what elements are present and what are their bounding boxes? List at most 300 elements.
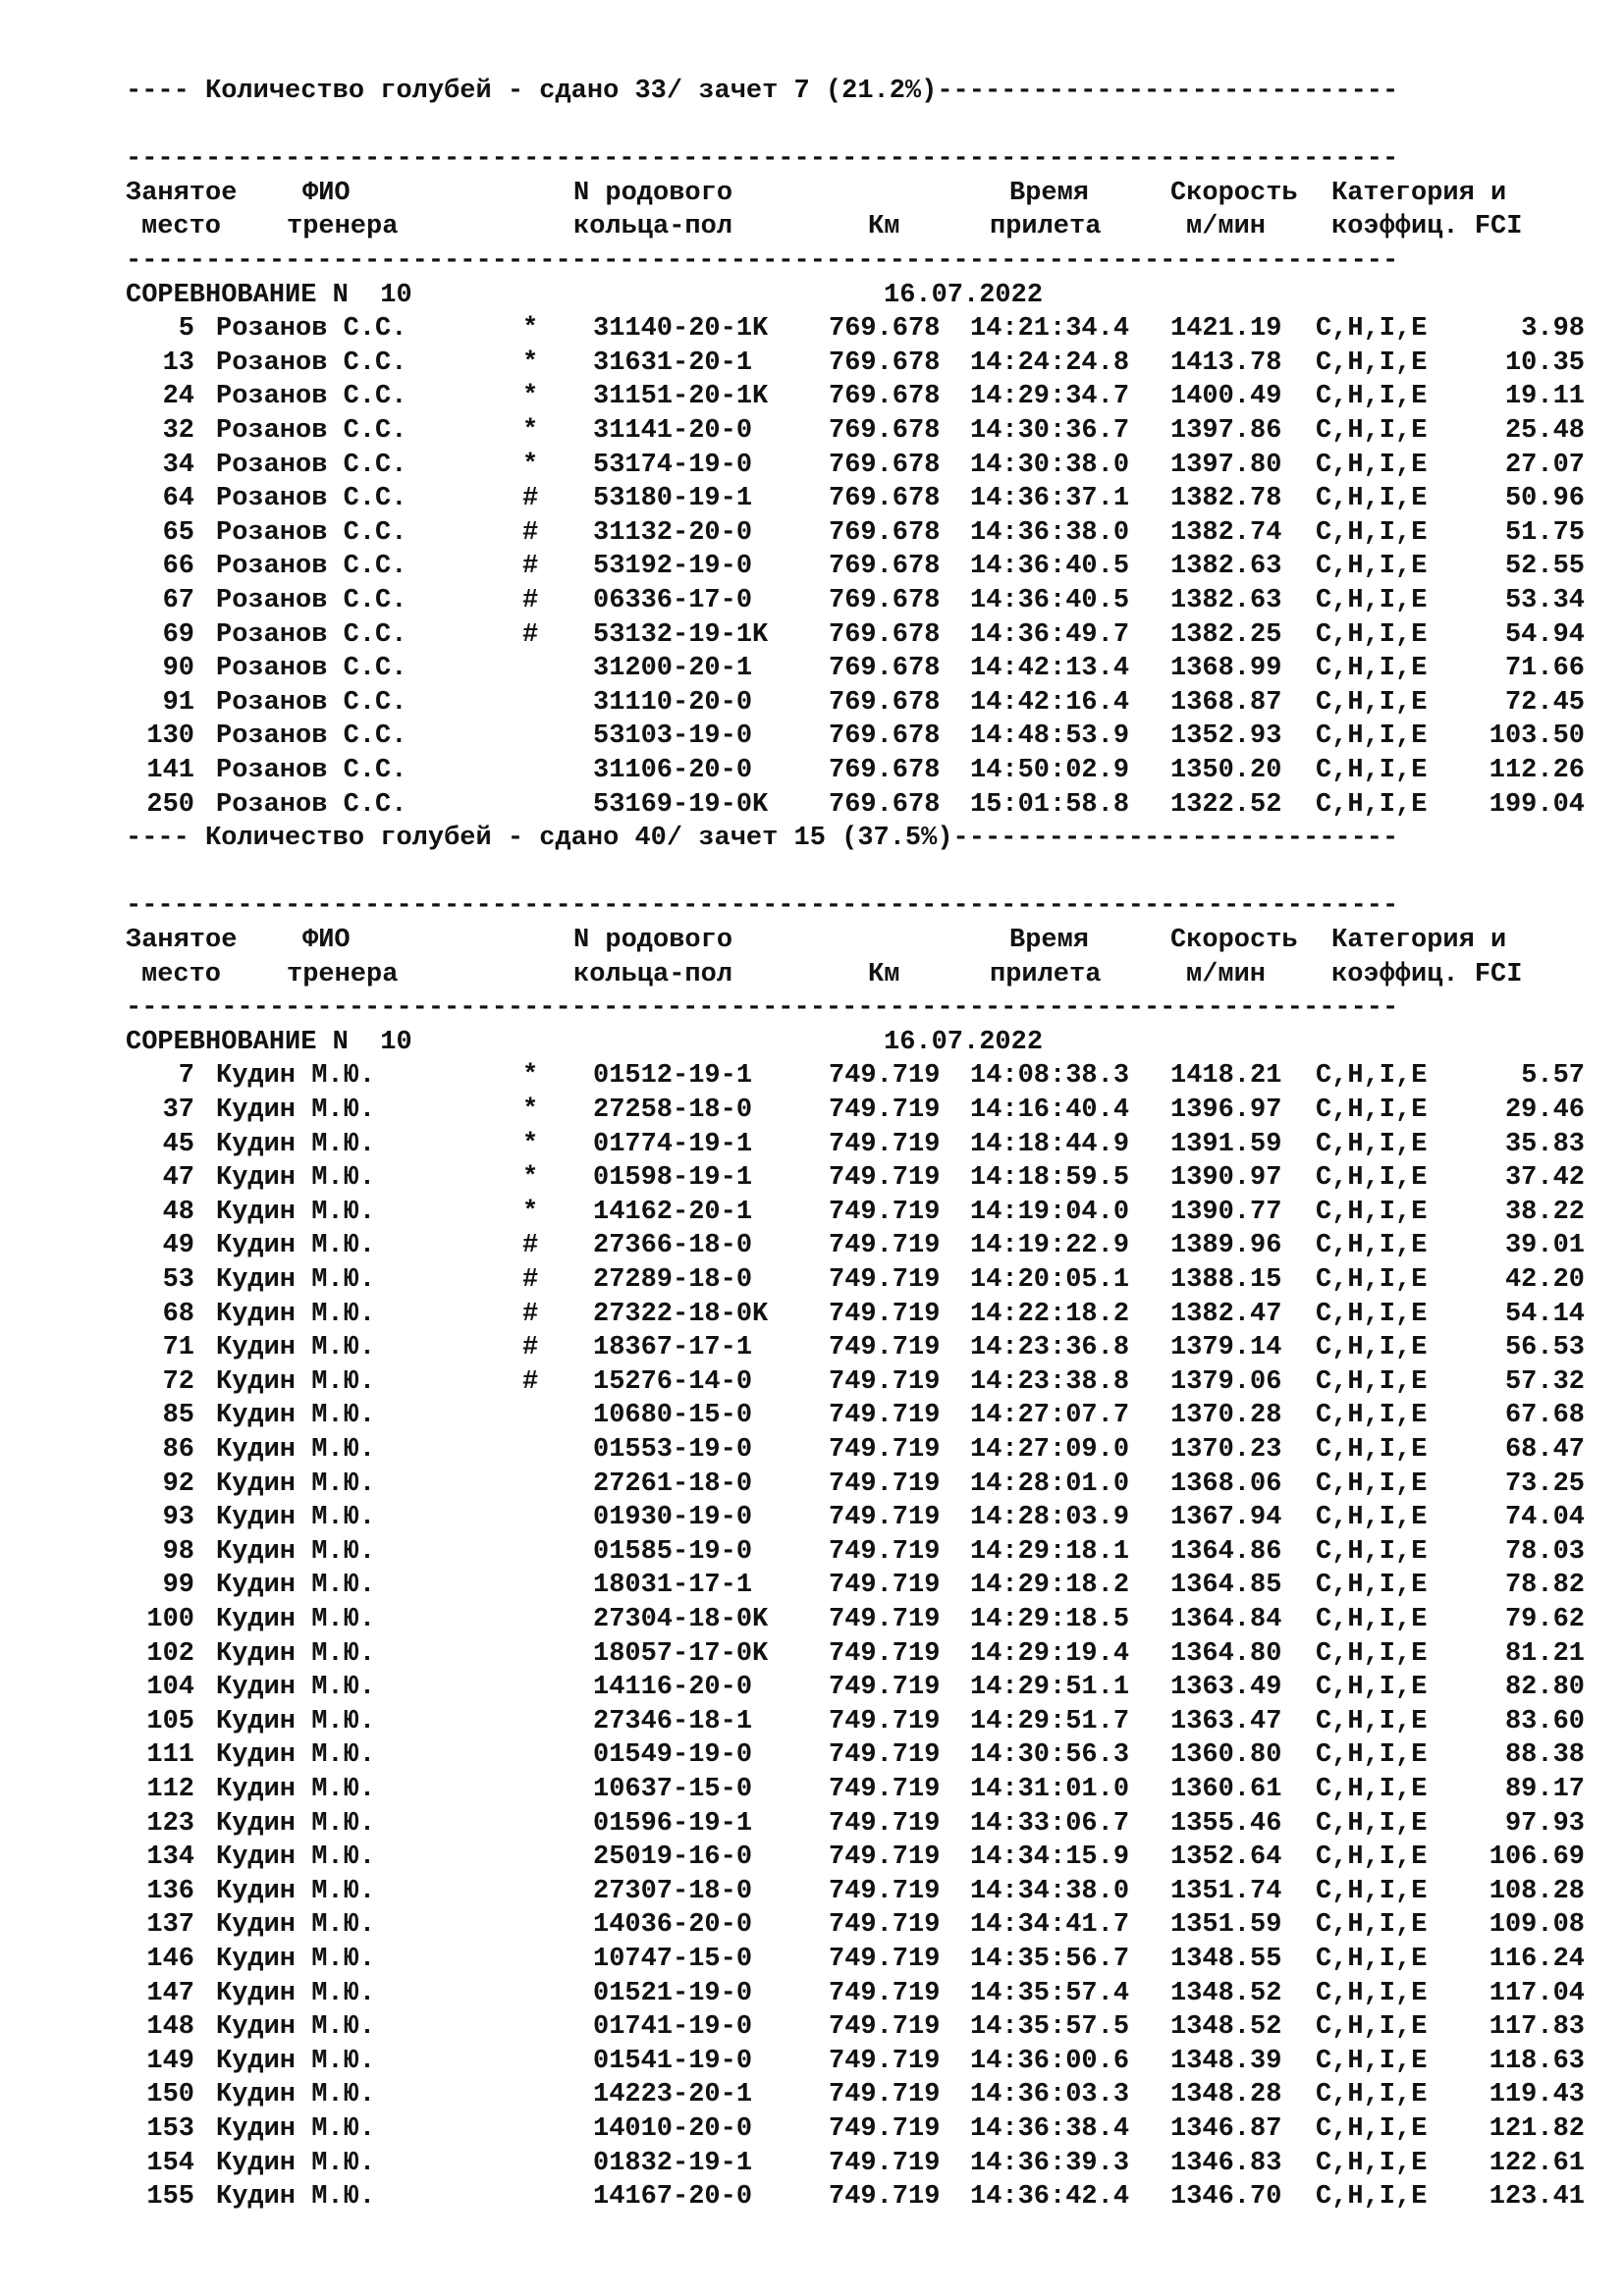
place: 7 [178,1061,194,1092]
fci-coefficient: 56.53 [1504,1333,1585,1363]
trainer-name: Кудин М.Ю. [216,1808,376,1839]
prize-mark: * [522,1129,539,1159]
distance-km: 769.678 [829,484,941,514]
header-km: Км [868,959,900,989]
category: C,H,I,E [1316,1333,1428,1363]
distance-km: 749.719 [829,2046,941,2076]
arrival-time: 14:29:51.1 [970,1673,1130,1703]
header-name: тренера [287,212,399,242]
distance-km: 749.719 [829,1945,941,1974]
ring-number: 18031-17-1 [593,1571,753,1601]
trainer-name: Кудин М.Ю. [216,2114,376,2144]
place: 100 [146,1605,194,1634]
ring-number: 14116-20-0 [593,1673,753,1703]
column-header-row [0,924,1624,958]
fci-coefficient: 82.80 [1504,1673,1585,1703]
arrival-time: 14:24:24.8 [970,347,1130,378]
category: C,H,I,E [1316,687,1428,718]
place: 123 [146,1808,194,1839]
place: 93 [162,1503,194,1533]
ring-number: 31141-20-0 [593,416,753,446]
arrival-time: 14:36:03.3 [970,2080,1130,2110]
speed: 1364.84 [1170,1605,1282,1634]
fci-coefficient: 67.68 [1504,1401,1585,1431]
header-speed: м/мин [1186,212,1267,242]
category: C,H,I,E [1316,654,1428,684]
summary-text: ---- Количество голубей - сдано 40/ зачет 15 (37.5%)---------------------------- [126,824,1399,854]
trainer-name: Кудин М.Ю. [216,1503,376,1533]
result-row [0,1196,1624,1230]
place: 71 [162,1333,194,1363]
ring-number: 31110-20-0 [593,687,753,718]
fci-coefficient: 38.22 [1504,1197,1585,1227]
arrival-time: 14:08:38.3 [970,1061,1130,1092]
arrival-time: 14:36:40.5 [970,586,1130,615]
place: 72 [162,1366,194,1397]
arrival-time: 14:34:38.0 [970,1876,1130,1906]
fci-coefficient: 54.14 [1504,1299,1585,1329]
speed: 1382.63 [1170,586,1282,615]
ring-number: 14162-20-1 [593,1197,753,1227]
place: 147 [146,1978,194,2008]
speed: 1322.52 [1170,789,1282,820]
prize-mark: * [522,450,539,480]
fci-coefficient: 73.25 [1504,1468,1585,1499]
result-row [0,1738,1624,1773]
category: C,H,I,E [1316,1605,1428,1634]
place: 34 [162,450,194,480]
speed: 1363.47 [1170,1706,1282,1736]
ring-number: 31132-20-0 [593,517,753,548]
distance-km: 749.719 [829,2114,941,2144]
header-km: Км [868,212,900,242]
separator-line [0,889,1624,924]
place: 154 [146,2148,194,2178]
arrival-time: 14:36:42.4 [970,2182,1130,2213]
trainer-name: Розанов С.С. [216,517,407,548]
category: C,H,I,E [1316,1366,1428,1397]
place: 112 [146,1775,194,1804]
distance-km: 769.678 [829,347,941,378]
header-name: тренера [287,959,399,989]
result-row [0,788,1624,823]
category: C,H,I,E [1316,1468,1428,1499]
trainer-name: Розанов С.С. [216,619,407,650]
category: C,H,I,E [1316,314,1428,345]
fci-coefficient: 74.04 [1504,1503,1585,1533]
category: C,H,I,E [1316,1945,1428,1974]
ring-number: 01512-19-1 [593,1061,753,1092]
distance-km: 769.678 [829,586,941,615]
fci-coefficient: 3.98 [1521,314,1585,345]
place: 98 [162,1536,194,1567]
competition-title: СОРЕВНОВАНИЕ N 10 [126,1027,412,1057]
place: 130 [146,721,194,752]
arrival-time: 14:19:22.9 [970,1231,1130,1261]
trainer-name: Кудин М.Ю. [216,1775,376,1804]
fci-coefficient: 79.62 [1504,1605,1585,1634]
result-row [0,1059,1624,1094]
result-row [0,652,1624,686]
trainer-name: Кудин М.Ю. [216,1163,376,1194]
prize-mark: # [522,1299,539,1329]
speed: 1363.49 [1170,1673,1282,1703]
result-row [0,1399,1624,1433]
place: 153 [146,2114,194,2144]
distance-km: 749.719 [829,2148,941,2178]
place: 111 [146,1740,194,1771]
arrival-time: 14:33:06.7 [970,1808,1130,1839]
fci-coefficient: 53.34 [1504,586,1585,615]
header-place: Занятое [126,178,238,208]
place: 48 [162,1197,194,1227]
speed: 1421.19 [1170,314,1282,345]
header-place: Занятое [126,926,238,955]
fci-coefficient: 37.42 [1504,1163,1585,1194]
result-row [0,1501,1624,1535]
category: C,H,I,E [1316,1503,1428,1533]
arrival-time: 14:48:53.9 [970,721,1130,752]
category: C,H,I,E [1316,789,1428,820]
place: 45 [162,1129,194,1159]
arrival-time: 14:31:01.0 [970,1775,1130,1804]
place: 85 [162,1401,194,1431]
fci-coefficient: 109.08 [1489,1910,1585,1941]
trainer-name: Кудин М.Ю. [216,1740,376,1771]
place: 134 [146,1842,194,1873]
prize-mark: * [522,382,539,412]
place: 99 [162,1571,194,1601]
distance-km: 749.719 [829,1401,941,1431]
separator: -------------------------------------------------------------------------------- [126,246,1399,276]
arrival-time: 14:36:49.7 [970,619,1130,650]
ring-number: 25019-16-0 [593,1842,753,1873]
prize-mark: * [522,1197,539,1227]
ring-number: 27366-18-0 [593,1231,753,1261]
arrival-time: 14:27:07.7 [970,1401,1130,1431]
speed: 1364.85 [1170,1571,1282,1601]
result-row [0,1094,1624,1128]
prize-mark: # [522,484,539,514]
ring-number: 14167-20-0 [593,2182,753,2213]
distance-km: 749.719 [829,1265,941,1295]
fci-coefficient: 112.26 [1489,756,1585,785]
distance-km: 769.678 [829,314,941,345]
arrival-time: 14:35:57.5 [970,2012,1130,2043]
fci-coefficient: 103.50 [1489,721,1585,752]
ring-number: 18057-17-0K [593,1638,769,1669]
fci-coefficient: 25.48 [1504,416,1585,446]
summary-line [0,75,1624,109]
header-speed: Скорость [1170,926,1298,955]
speed: 1390.97 [1170,1163,1282,1194]
category: C,H,I,E [1316,2080,1428,2110]
category: C,H,I,E [1316,1910,1428,1941]
ring-number: 31140-20-1K [593,314,769,345]
category: C,H,I,E [1316,2012,1428,2043]
category: C,H,I,E [1316,2182,1428,2213]
category: C,H,I,E [1316,2046,1428,2076]
header-ring: N родового [573,178,733,208]
place: 13 [162,347,194,378]
prize-mark: # [522,619,539,650]
category: C,H,I,E [1316,1775,1428,1804]
speed: 1391.59 [1170,1129,1282,1159]
speed: 1379.06 [1170,1366,1282,1397]
fci-coefficient: 54.94 [1504,619,1585,650]
category: C,H,I,E [1316,586,1428,615]
fci-coefficient: 29.46 [1504,1095,1585,1125]
arrival-time: 14:18:44.9 [970,1129,1130,1159]
separator-line [0,244,1624,279]
distance-km: 749.719 [829,2080,941,2110]
distance-km: 749.719 [829,1638,941,1669]
trainer-name: Кудин М.Ю. [216,1401,376,1431]
result-row [0,1671,1624,1705]
trainer-name: Кудин М.Ю. [216,1061,376,1092]
competition-row [0,279,1624,313]
ring-number: 27322-18-0K [593,1299,769,1329]
speed: 1368.99 [1170,654,1282,684]
trainer-name: Розанов С.С. [216,789,407,820]
distance-km: 769.678 [829,416,941,446]
ring-number: 01585-19-0 [593,1536,753,1567]
result-row [0,1161,1624,1196]
ring-number: 31631-20-1 [593,347,753,378]
ring-number: 18367-17-1 [593,1333,753,1363]
category: C,H,I,E [1316,1129,1428,1159]
fci-coefficient: 51.75 [1504,517,1585,548]
result-row [0,1365,1624,1400]
result-row [0,1943,1624,1977]
competition-title: СОРЕВНОВАНИЕ N 10 [126,280,412,310]
speed: 1360.61 [1170,1775,1282,1804]
ring-number: 01521-19-0 [593,1978,753,2008]
distance-km: 769.678 [829,721,941,752]
arrival-time: 14:36:00.6 [970,2046,1130,2076]
trainer-name: Розанов С.С. [216,347,407,378]
speed: 1418.21 [1170,1061,1282,1092]
separator: -------------------------------------------------------------------------------- [126,993,1399,1024]
trainer-name: Розанов С.С. [216,552,407,582]
ring-number: 10680-15-0 [593,1401,753,1431]
header-time: прилета [990,212,1102,242]
fci-coefficient: 50.96 [1504,484,1585,514]
ring-number: 10637-15-0 [593,1775,753,1804]
arrival-time: 15:01:58.8 [970,789,1130,820]
speed: 1368.87 [1170,687,1282,718]
speed: 1348.52 [1170,1978,1282,2008]
trainer-name: Кудин М.Ю. [216,1435,376,1465]
speed: 1413.78 [1170,347,1282,378]
speed: 1351.59 [1170,1910,1282,1941]
ring-number: 27304-18-0K [593,1605,769,1634]
ring-number: 06336-17-0 [593,586,753,615]
arrival-time: 14:36:37.1 [970,484,1130,514]
fci-coefficient: 68.47 [1504,1435,1585,1465]
ring-number: 01553-19-0 [593,1435,753,1465]
place: 137 [146,1910,194,1941]
arrival-time: 14:27:09.0 [970,1435,1130,1465]
header-name: ФИО [302,178,351,208]
ring-number: 10747-15-0 [593,1945,753,1974]
speed: 1390.77 [1170,1197,1282,1227]
place: 65 [162,517,194,548]
speed: 1379.14 [1170,1333,1282,1363]
speed: 1364.86 [1170,1536,1282,1567]
fci-coefficient: 57.32 [1504,1366,1585,1397]
place: 149 [146,2046,194,2076]
category: C,H,I,E [1316,1673,1428,1703]
place: 102 [146,1638,194,1669]
prize-mark: * [522,347,539,378]
header-name: ФИО [302,926,351,955]
place: 146 [146,1945,194,1974]
category: C,H,I,E [1316,1435,1428,1465]
speed: 1355.46 [1170,1808,1282,1839]
trainer-name: Розанов С.С. [216,450,407,480]
place: 150 [146,2080,194,2110]
place: 91 [162,687,194,718]
category: C,H,I,E [1316,2114,1428,2144]
trainer-name: Розанов С.С. [216,654,407,684]
arrival-time: 14:30:36.7 [970,416,1130,446]
trainer-name: Кудин М.Ю. [216,1978,376,2008]
result-row [0,347,1624,381]
trainer-name: Кудин М.Ю. [216,1231,376,1261]
distance-km: 749.719 [829,1876,941,1906]
ring-number: 27258-18-0 [593,1095,753,1125]
trainer-name: Кудин М.Ю. [216,1536,376,1567]
distance-km: 749.719 [829,1503,941,1533]
result-row [0,414,1624,449]
result-row [0,1298,1624,1332]
summary-line [0,822,1624,856]
ring-number: 31106-20-0 [593,756,753,785]
place: 105 [146,1706,194,1736]
prize-mark: # [522,1231,539,1261]
speed: 1382.74 [1170,517,1282,548]
result-row [0,720,1624,754]
arrival-time: 14:36:39.3 [970,2148,1130,2178]
ring-number: 01741-19-0 [593,2012,753,2043]
category: C,H,I,E [1316,1876,1428,1906]
category: C,H,I,E [1316,1095,1428,1125]
trainer-name: Кудин М.Ю. [216,1129,376,1159]
result-row [0,1263,1624,1298]
fci-coefficient: 106.69 [1489,1842,1585,1873]
header-time: прилета [990,959,1102,989]
arrival-time: 14:30:56.3 [970,1740,1130,1771]
category: C,H,I,E [1316,2148,1428,2178]
category: C,H,I,E [1316,1740,1428,1771]
result-row [0,2078,1624,2112]
distance-km: 749.719 [829,1163,941,1194]
result-row [0,449,1624,483]
header-speed: м/мин [1186,959,1267,989]
fci-coefficient: 88.38 [1504,1740,1585,1771]
result-row [0,1705,1624,1739]
speed: 1352.93 [1170,721,1282,752]
place: 64 [162,484,194,514]
place: 86 [162,1435,194,1465]
distance-km: 749.719 [829,2182,941,2213]
fci-coefficient: 78.03 [1504,1536,1585,1567]
speed: 1346.83 [1170,2148,1282,2178]
speed: 1389.96 [1170,1231,1282,1261]
distance-km: 749.719 [829,1197,941,1227]
header-category: коэффиц. FCI [1331,959,1523,989]
arrival-time: 14:18:59.5 [970,1163,1130,1194]
arrival-time: 14:29:34.7 [970,382,1130,412]
ring-number: 53192-19-0 [593,552,753,582]
header-ring: кольца-пол [573,212,733,242]
trainer-name: Кудин М.Ю. [216,1468,376,1499]
category: C,H,I,E [1316,721,1428,752]
fci-coefficient: 42.20 [1504,1265,1585,1295]
arrival-time: 14:28:03.9 [970,1503,1130,1533]
distance-km: 749.719 [829,1978,941,2008]
result-row [0,1603,1624,1637]
fci-coefficient: 97.93 [1504,1808,1585,1839]
result-row [0,550,1624,584]
category: C,H,I,E [1316,1061,1428,1092]
arrival-time: 14:20:05.1 [970,1265,1130,1295]
ring-number: 01774-19-1 [593,1129,753,1159]
trainer-name: Кудин М.Ю. [216,1299,376,1329]
fci-coefficient: 35.83 [1504,1129,1585,1159]
arrival-time: 14:36:40.5 [970,552,1130,582]
ring-number: 31151-20-1K [593,382,769,412]
speed: 1350.20 [1170,756,1282,785]
distance-km: 749.719 [829,1366,941,1397]
separator-line [0,142,1624,177]
column-header-row [0,958,1624,992]
arrival-time: 14:50:02.9 [970,756,1130,785]
arrival-time: 14:35:57.4 [970,1978,1130,2008]
prize-mark: # [522,586,539,615]
speed: 1400.49 [1170,382,1282,412]
distance-km: 749.719 [829,2012,941,2043]
arrival-time: 14:30:38.0 [970,450,1130,480]
trainer-name: Кудин М.Ю. [216,1673,376,1703]
speed: 1352.64 [1170,1842,1282,1873]
distance-km: 769.678 [829,552,941,582]
arrival-time: 14:42:16.4 [970,687,1130,718]
fci-coefficient: 122.61 [1489,2148,1585,2178]
distance-km: 749.719 [829,1740,941,1771]
category: C,H,I,E [1316,382,1428,412]
fci-coefficient: 39.01 [1504,1231,1585,1261]
prize-mark: * [522,1095,539,1125]
ring-number: 15276-14-0 [593,1366,753,1397]
trainer-name: Кудин М.Ю. [216,1706,376,1736]
place: 49 [162,1231,194,1261]
ring-number: 01541-19-0 [593,2046,753,2076]
result-row [0,2180,1624,2215]
header-time: Время [1009,926,1090,955]
fci-coefficient: 10.35 [1504,347,1585,378]
ring-number: 27346-18-1 [593,1706,753,1736]
speed: 1351.74 [1170,1876,1282,1906]
speed: 1397.80 [1170,450,1282,480]
place: 136 [146,1876,194,1906]
ring-number: 27307-18-0 [593,1876,753,1906]
trainer-name: Кудин М.Ю. [216,1842,376,1873]
result-row [0,312,1624,347]
result-row [0,2045,1624,2079]
fci-coefficient: 118.63 [1489,2046,1585,2076]
